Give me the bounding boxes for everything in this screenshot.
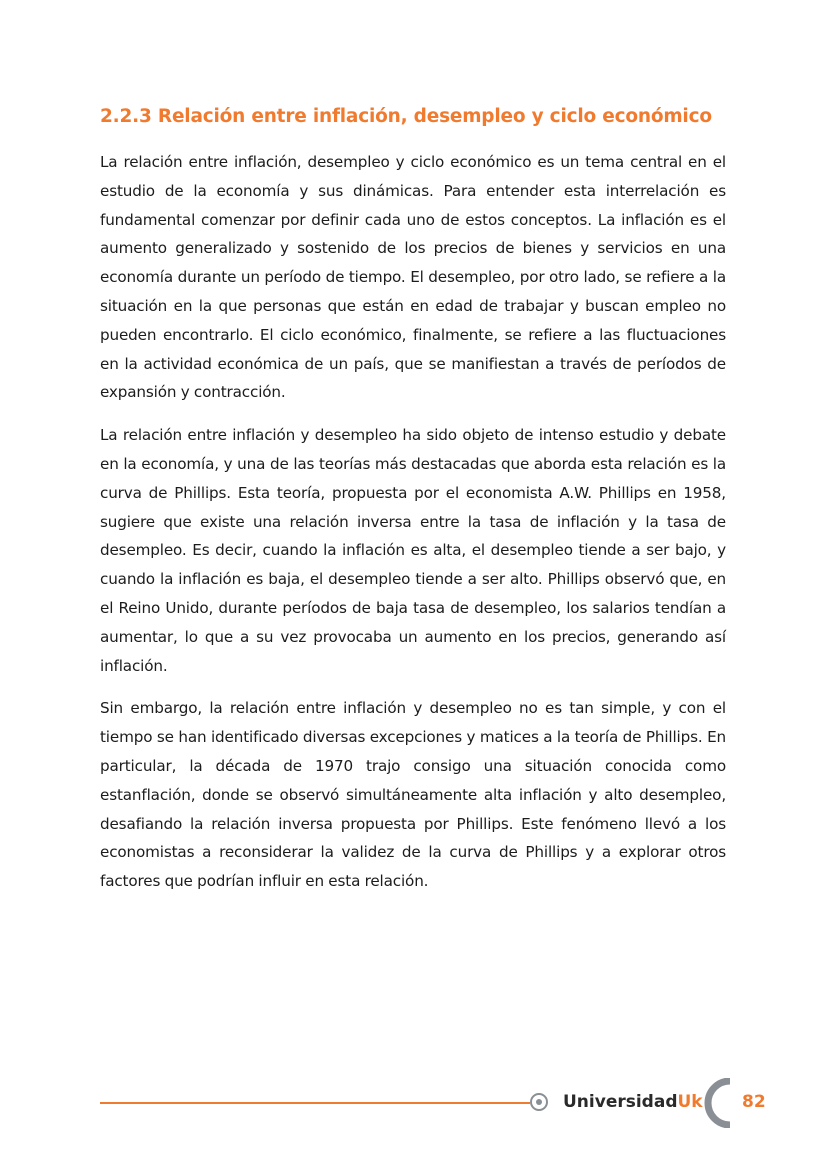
target-dot-icon bbox=[530, 1093, 548, 1111]
brand-name: Universidad bbox=[563, 1092, 678, 1112]
paragraph-1: La relación entre inflación, desempleo y ciclo económico es un tema central en el estudio de la economía y sus dinámicas. Para entender esta interrelación es fundamental comenzar por definir cada uno de estos conceptos. La inflación es el aumento generalizado y sostenido de los precios de bienes y servicios en una economía durante un período de tiempo. El desempleo, por otro lado, se refiere a la situación en la que personas que están en edad de trabajar y buscan empleo no pueden encontrarlo. El ciclo económico, finalmente, se refiere a las fluctuaciones en la actividad económica de un país, que se manifiestan a través de períodos de expansión y contracción. bbox=[100, 153, 726, 402]
paragraph-3: Sin embargo, la relación entre inflación y desempleo no es tan simple, y con el tiempo se han identificado diversas excepciones y matices a la teoría de Phillips. En particular, la década de 1970 trajo consigo una situación conocida como estanflación, donde se observó simultáneamente alta inflación y alto desempleo, desafiando la relación inversa propuesta por Phillips. Este fenómeno llevó a los economistas a reconsiderar la validez de la curva de Phillips y a explorar otros factores que podrían influir en esta relación. bbox=[100, 699, 726, 891]
brand-logo bbox=[563, 1090, 703, 1114]
brand-accent: Uk bbox=[677, 1092, 703, 1112]
brand-arc-icon bbox=[704, 1078, 734, 1128]
paragraph-2: La relación entre inflación y desempleo ha sido objeto de intenso estudio y debate en la economía, y una de las teorías más destacadas que aborda esta relación es la curva de Phillips. Esta teoría, propuesta por el economista A.W. Phillips en 1958, sugiere que existe una relación inversa entre la tasa de inflación y la tasa de desempleo. Es decir, cuando la inflación es alta, el desempleo tiende a ser bajo, y cuando la inflación es baja, el desempleo tiende a ser alto. Phillips observó que, en el Reino Unido, durante períodos de baja tasa de desempleo, los salarios tendían a aumentar, lo que a su vez provocaba un aumento en los precios, generando así inflación. bbox=[100, 426, 726, 675]
body-text bbox=[100, 148, 726, 910]
footer-divider-line bbox=[100, 1102, 530, 1104]
page-number: 82 bbox=[742, 1092, 766, 1112]
section-heading: 2.2.3 Relación entre inflación, desempleo y ciclo económico bbox=[100, 106, 712, 127]
page-footer bbox=[100, 1078, 800, 1128]
